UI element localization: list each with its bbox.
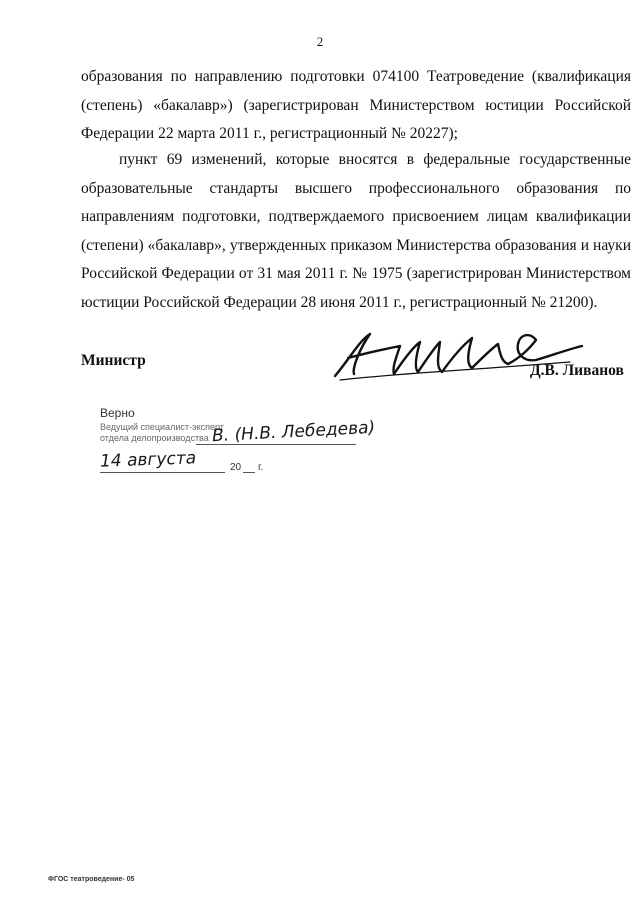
- cert-year-line: [243, 472, 255, 473]
- page-number: 2: [316, 34, 324, 49]
- paragraph-2: пункт 69 изменений, которые вносятся в федеральные государственные образовательные стандарты высшего профессионального образования по направлениям подготовки, подтверждаемого присвоением лицам квалификации (степени) «бакалавр», утвержденных приказом Министерства образования и науки Российской Федерации от 31 мая 2011 г. № 1975 (зарегистрирован Министерством юстиции Российской Федерации 28 июня 2011 г., регистрационный № 21200).: [81, 151, 631, 311]
- signatory-name: Д.В. Ливанов: [530, 362, 624, 379]
- cert-handwritten-date: 14 августа: [99, 448, 197, 472]
- cert-date-line: [100, 472, 225, 473]
- footer-label: ФГОС театроведение- 05: [48, 876, 135, 883]
- cert-handwritten-name: В. (Н.В. Лебедева): [211, 417, 376, 447]
- cert-year-prefix: 20: [230, 462, 242, 473]
- signatory-title: Министр: [81, 352, 146, 369]
- cert-role-line2: отдела делопроизводства: [100, 433, 209, 443]
- cert-verno: Верно: [100, 406, 135, 420]
- cert-year-suffix: г.: [258, 462, 264, 473]
- paragraph-1: образования по направлению подготовки 074100 Театроведение (квалификация (степень) «бакалавр») (зарегистрирован Министерством юстиции Российской Федерации 22 марта 2011 г., регистрационный № 20227);: [81, 68, 631, 143]
- cert-role-line1: Ведущий специалист-эксперт: [100, 422, 224, 432]
